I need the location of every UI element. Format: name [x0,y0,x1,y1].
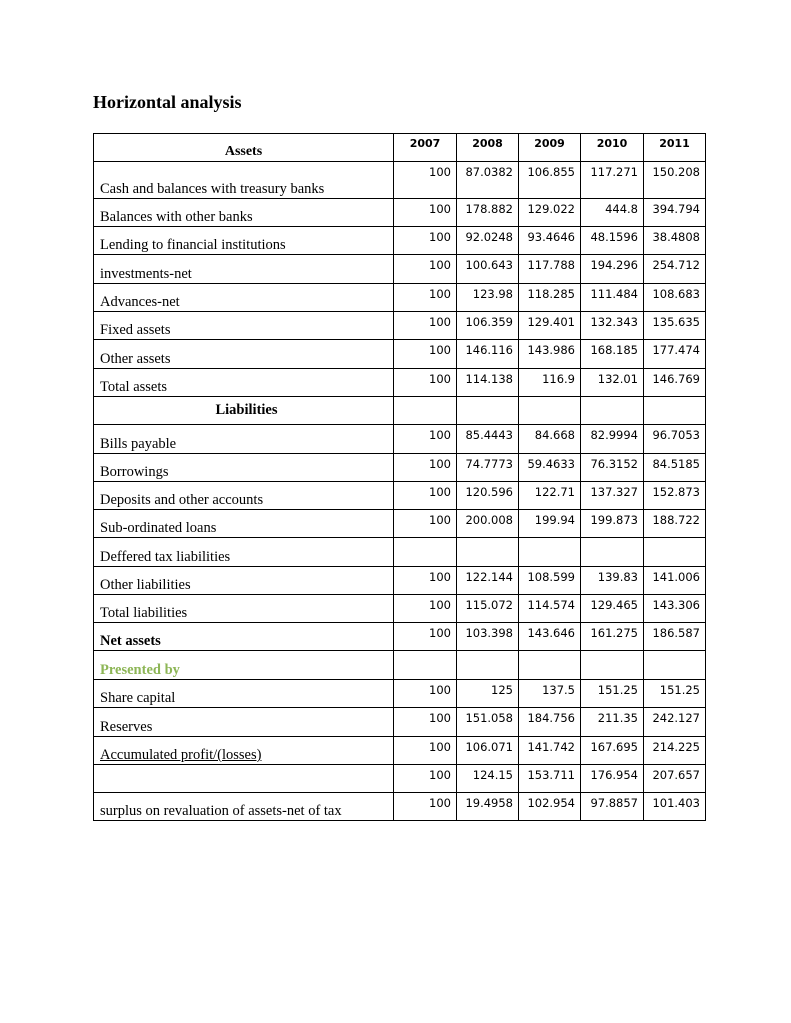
cell-2008 [457,397,519,425]
cell-2008: 124.15 [457,765,519,793]
row-label: Bills payable [94,425,394,454]
cell-2011: 150.208 [644,162,706,199]
cell-2010: 129.465 [581,595,644,623]
cell-2009: 114.574 [519,595,581,623]
cell-2008: 19.4958 [457,793,519,821]
section-heading-presented-by: Presented by [94,651,394,680]
cell-2009 [519,538,581,567]
row-label [94,765,394,793]
cell-2008: 151.058 [457,708,519,737]
section-row-liabilities [94,397,706,425]
row-label: Total assets [94,369,394,397]
page-title: Horizontal analysis [93,92,242,112]
cell-2008: 87.0382 [457,162,519,199]
cell-2007: 100 [394,284,457,312]
cell-2007: 100 [394,312,457,340]
cell-2008: 200.008 [457,510,519,538]
header-year-2009: 2009 [519,134,581,162]
table-row [94,765,706,793]
cell-2008: 125 [457,680,519,708]
row-label: Total liabilities [94,595,394,623]
table-row [94,482,706,510]
cell-2008: 114.138 [457,369,519,397]
cell-2009: 129.022 [519,199,581,227]
table-row [94,255,706,284]
cell-2009: 143.646 [519,623,581,651]
cell-2009: 108.599 [519,567,581,595]
cell-2007: 100 [394,708,457,737]
cell-2009 [519,651,581,680]
cell-2009: 141.742 [519,737,581,765]
horizontal-analysis-table [93,133,706,821]
row-label: Deffered tax liabilities [94,538,394,567]
cell-2007: 100 [394,482,457,510]
table-row [94,162,706,199]
cell-2010: 211.35 [581,708,644,737]
cell-2008: 122.144 [457,567,519,595]
table-row [94,793,706,821]
row-label: surplus on revaluation of assets-net of tax [94,793,394,821]
cell-2011: 254.712 [644,255,706,284]
cell-2010 [581,397,644,425]
cell-2008: 106.071 [457,737,519,765]
cell-2009: 143.986 [519,340,581,369]
cell-2010: 161.275 [581,623,644,651]
cell-2010: 444.8 [581,199,644,227]
cell-2009: 129.401 [519,312,581,340]
table-row-net-assets [94,623,706,651]
cell-2011: 186.587 [644,623,706,651]
row-label: Accumulated profit/(losses) [94,737,394,765]
row-label: Other assets [94,340,394,369]
cell-2007: 100 [394,199,457,227]
cell-2007: 100 [394,340,457,369]
cell-2010: 111.484 [581,284,644,312]
row-label: Advances-net [94,284,394,312]
row-label: Balances with other banks [94,199,394,227]
table-row [94,680,706,708]
cell-2010: 194.296 [581,255,644,284]
cell-2011 [644,538,706,567]
cell-2011: 394.794 [644,199,706,227]
table-row [94,708,706,737]
cell-2009: 117.788 [519,255,581,284]
row-label: Sub-ordinated loans [94,510,394,538]
row-label: investments-net [94,255,394,284]
cell-2011: 242.127 [644,708,706,737]
cell-2011: 135.635 [644,312,706,340]
cell-2008: 178.882 [457,199,519,227]
cell-2008: 85.4443 [457,425,519,454]
header-year-2008: 2008 [457,134,519,162]
cell-2008: 115.072 [457,595,519,623]
cell-2007 [394,651,457,680]
cell-2008: 123.98 [457,284,519,312]
cell-2009: 59.4633 [519,454,581,482]
cell-2008: 120.596 [457,482,519,510]
cell-2010: 76.3152 [581,454,644,482]
table-row [94,227,706,255]
cell-2007 [394,397,457,425]
cell-2009: 118.285 [519,284,581,312]
row-label: Reserves [94,708,394,737]
cell-2011: 108.683 [644,284,706,312]
cell-2008 [457,538,519,567]
cell-2010: 168.185 [581,340,644,369]
row-label: Fixed assets [94,312,394,340]
cell-2010: 137.327 [581,482,644,510]
cell-2009: 153.711 [519,765,581,793]
table-row [94,312,706,340]
cell-2007: 100 [394,567,457,595]
cell-2008: 74.7773 [457,454,519,482]
table-row [94,199,706,227]
table-row [94,510,706,538]
cell-2011 [644,651,706,680]
cell-2010: 132.01 [581,369,644,397]
cell-2011: 188.722 [644,510,706,538]
cell-2010: 132.343 [581,312,644,340]
cell-2011: 177.474 [644,340,706,369]
row-label: Other liabilities [94,567,394,595]
cell-2008: 106.359 [457,312,519,340]
header-year-2007: 2007 [394,134,457,162]
cell-2009: 137.5 [519,680,581,708]
cell-2007: 100 [394,595,457,623]
cell-2009 [519,397,581,425]
cell-2008: 146.116 [457,340,519,369]
cell-2011: 101.403 [644,793,706,821]
cell-2007: 100 [394,227,457,255]
cell-2011: 151.25 [644,680,706,708]
cell-2009: 106.855 [519,162,581,199]
cell-2010: 117.271 [581,162,644,199]
table-row [94,454,706,482]
row-label: Borrowings [94,454,394,482]
header-assets: Assets [94,134,394,162]
cell-2007: 100 [394,623,457,651]
cell-2009: 102.954 [519,793,581,821]
cell-2009: 199.94 [519,510,581,538]
cell-2007: 100 [394,793,457,821]
cell-2007: 100 [394,454,457,482]
cell-2009: 84.668 [519,425,581,454]
cell-2008: 92.0248 [457,227,519,255]
cell-2009: 93.4646 [519,227,581,255]
row-label: Share capital [94,680,394,708]
header-year-2010: 2010 [581,134,644,162]
cell-2011: 84.5185 [644,454,706,482]
cell-2010: 199.873 [581,510,644,538]
cell-2008: 103.398 [457,623,519,651]
table-row [94,284,706,312]
cell-2009: 116.9 [519,369,581,397]
row-label: Deposits and other accounts [94,482,394,510]
cell-2007: 100 [394,510,457,538]
section-row-presented-by [94,651,706,680]
table-row [94,340,706,369]
cell-2008: 100.643 [457,255,519,284]
cell-2011: 143.306 [644,595,706,623]
cell-2009: 184.756 [519,708,581,737]
cell-2010: 97.8857 [581,793,644,821]
table-row [94,369,706,397]
cell-2007: 100 [394,162,457,199]
cell-2007 [394,538,457,567]
cell-2009: 122.71 [519,482,581,510]
row-label: Cash and balances with treasury banks [94,162,394,199]
cell-2010: 139.83 [581,567,644,595]
cell-2007: 100 [394,680,457,708]
cell-2008 [457,651,519,680]
cell-2011: 207.657 [644,765,706,793]
cell-2011: 214.225 [644,737,706,765]
cell-2007: 100 [394,255,457,284]
cell-2011 [644,397,706,425]
table-header-row [94,134,706,162]
cell-2010 [581,538,644,567]
cell-2007: 100 [394,425,457,454]
row-label: Net assets [94,623,394,651]
cell-2011: 146.769 [644,369,706,397]
cell-2010: 48.1596 [581,227,644,255]
cell-2010: 167.695 [581,737,644,765]
table-row [94,737,706,765]
cell-2011: 96.7053 [644,425,706,454]
header-year-2011: 2011 [644,134,706,162]
cell-2010 [581,651,644,680]
cell-2007: 100 [394,737,457,765]
table-row [94,538,706,567]
cell-2010: 151.25 [581,680,644,708]
table-row [94,595,706,623]
table-row [94,425,706,454]
cell-2010: 176.954 [581,765,644,793]
section-heading-liabilities: Liabilities [94,397,394,425]
cell-2011: 38.4808 [644,227,706,255]
cell-2011: 141.006 [644,567,706,595]
cell-2011: 152.873 [644,482,706,510]
cell-2007: 100 [394,765,457,793]
cell-2010: 82.9994 [581,425,644,454]
table-row [94,567,706,595]
cell-2007: 100 [394,369,457,397]
row-label: Lending to financial institutions [94,227,394,255]
